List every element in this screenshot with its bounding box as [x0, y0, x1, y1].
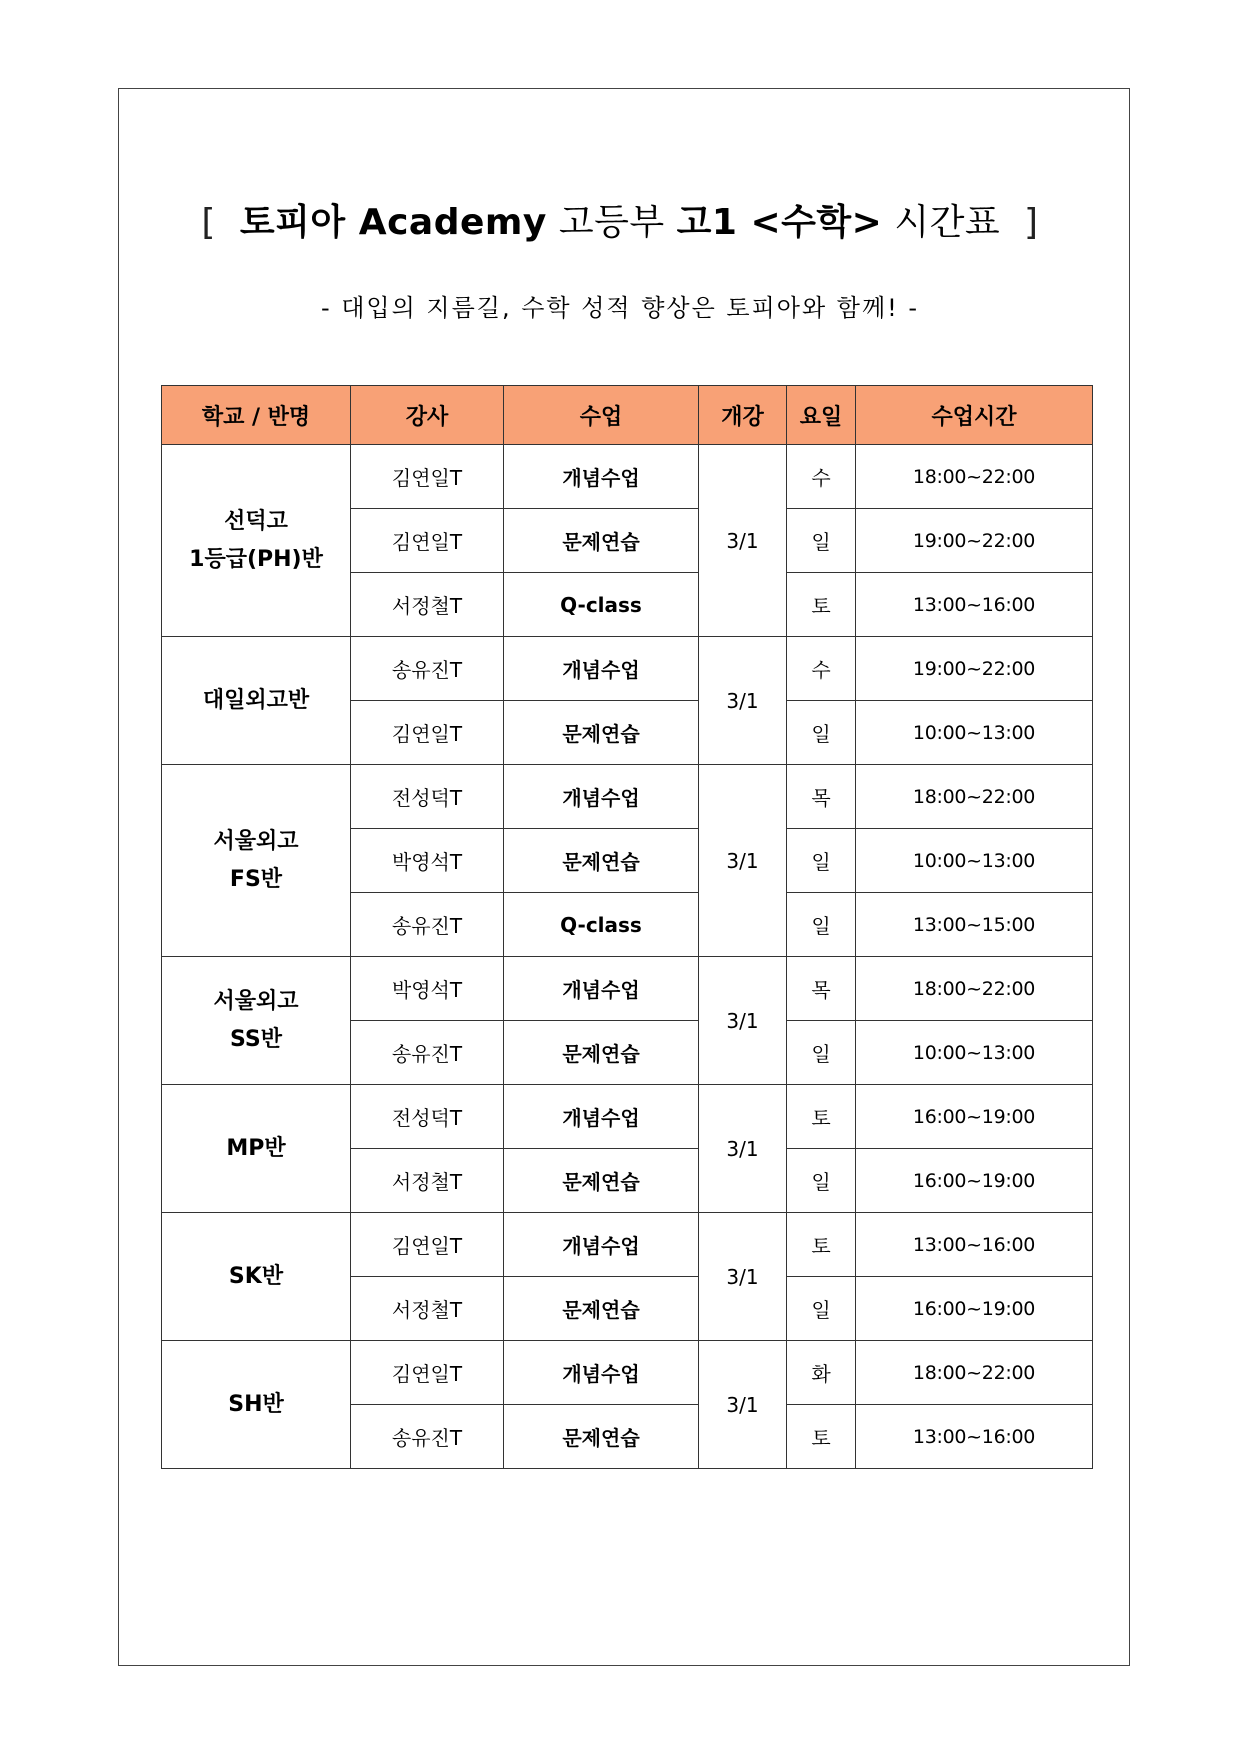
time-cell: 16:00~19:00 — [856, 1085, 1093, 1149]
subject-cell: 개념수업 — [504, 1213, 699, 1277]
teacher-cell: 박영석T — [351, 829, 504, 893]
subject-cell: 문제연습 — [504, 829, 699, 893]
start-date-cell: 3/1 — [699, 765, 787, 957]
start-date-cell: 3/1 — [699, 957, 787, 1085]
subject-cell: 문제연습 — [504, 1277, 699, 1341]
table-row — [162, 957, 1093, 1021]
teacher-cell: 서정철T — [351, 573, 504, 637]
time-cell: 19:00~22:00 — [856, 509, 1093, 573]
time-cell: 18:00~22:00 — [856, 1341, 1093, 1405]
school-class-cell — [162, 637, 351, 765]
teacher-cell: 김연일T — [351, 445, 504, 509]
school-class-line: 대일외고반 — [202, 687, 310, 713]
subject-cell: 문제연습 — [504, 1149, 699, 1213]
day-cell: 목 — [787, 957, 856, 1021]
schedule-body — [162, 445, 1093, 1469]
subject-cell: 개념수업 — [504, 1085, 699, 1149]
day-cell: 일 — [787, 829, 856, 893]
time-cell: 10:00~13:00 — [856, 1021, 1093, 1085]
subject-cell: Q-class — [504, 893, 699, 957]
start-date-cell: 3/1 — [699, 1341, 787, 1469]
column-header-teacher: 강사 — [351, 386, 504, 445]
school-class-line: 서울외고 — [213, 828, 299, 854]
day-cell: 토 — [787, 1405, 856, 1469]
table-row — [162, 1085, 1093, 1149]
teacher-cell: 송유진T — [351, 1405, 504, 1469]
title-division: 고등부 — [558, 202, 665, 243]
teacher-cell: 송유진T — [351, 1021, 504, 1085]
table-row — [162, 445, 1093, 509]
time-cell: 18:00~22:00 — [856, 957, 1093, 1021]
teacher-cell: 전성덕T — [351, 765, 504, 829]
teacher-cell: 김연일T — [351, 1341, 504, 1405]
school-class-line: FS반 — [229, 866, 283, 892]
teacher-cell: 김연일T — [351, 701, 504, 765]
column-header-time: 수업시간 — [856, 386, 1093, 445]
day-cell: 일 — [787, 1277, 856, 1341]
day-cell: 일 — [787, 1149, 856, 1213]
start-date-cell: 3/1 — [699, 445, 787, 637]
teacher-cell: 김연일T — [351, 509, 504, 573]
subject-cell: 개념수업 — [504, 637, 699, 701]
day-cell: 일 — [787, 509, 856, 573]
time-cell: 13:00~16:00 — [856, 1405, 1093, 1469]
school-class-line: 서울외고 — [213, 988, 299, 1014]
teacher-cell: 박영석T — [351, 957, 504, 1021]
school-class-cell — [162, 445, 351, 637]
subject-cell: 개념수업 — [504, 1341, 699, 1405]
schedule-table — [161, 385, 1093, 1469]
time-cell: 18:00~22:00 — [856, 445, 1093, 509]
title-bracket-open: [ — [201, 202, 216, 243]
school-class-line: MP반 — [226, 1135, 286, 1161]
time-cell: 10:00~13:00 — [856, 829, 1093, 893]
day-cell: 일 — [787, 893, 856, 957]
teacher-cell: 전성덕T — [351, 1085, 504, 1149]
school-class-cell — [162, 957, 351, 1085]
teacher-cell: 송유진T — [351, 893, 504, 957]
day-cell: 수 — [787, 445, 856, 509]
title-grade-subject: 고1 <수학> — [676, 202, 883, 243]
subject-cell: 개념수업 — [504, 957, 699, 1021]
school-class-line: 선덕고 — [224, 508, 288, 534]
title-brand: 토피아 Academy — [239, 202, 547, 243]
subject-cell: Q-class — [504, 573, 699, 637]
column-header-day: 요일 — [787, 386, 856, 445]
school-class-line: 1등급(PH)반 — [189, 546, 323, 572]
time-cell: 16:00~19:00 — [856, 1277, 1093, 1341]
teacher-cell: 서정철T — [351, 1277, 504, 1341]
time-cell: 13:00~16:00 — [856, 573, 1093, 637]
day-cell: 화 — [787, 1341, 856, 1405]
subject-cell: 문제연습 — [504, 1021, 699, 1085]
time-cell: 18:00~22:00 — [856, 765, 1093, 829]
subtitle: - 대입의 지름길, 수학 성적 향상은 토피아와 함께! - — [320, 294, 920, 322]
subject-cell: 문제연습 — [504, 701, 699, 765]
subject-cell: 개념수업 — [504, 765, 699, 829]
day-cell: 일 — [787, 701, 856, 765]
page-title — [0, 196, 1240, 250]
time-cell: 13:00~16:00 — [856, 1213, 1093, 1277]
column-header-school: 학교 / 반명 — [162, 386, 351, 445]
subject-cell: 개념수업 — [504, 445, 699, 509]
time-cell: 10:00~13:00 — [856, 701, 1093, 765]
teacher-cell: 서정철T — [351, 1149, 504, 1213]
time-cell: 13:00~15:00 — [856, 893, 1093, 957]
day-cell: 토 — [787, 1085, 856, 1149]
start-date-cell: 3/1 — [699, 637, 787, 765]
school-class-cell — [162, 1213, 351, 1341]
subject-cell: 문제연습 — [504, 509, 699, 573]
day-cell: 수 — [787, 637, 856, 701]
time-cell: 19:00~22:00 — [856, 637, 1093, 701]
table-row — [162, 1341, 1093, 1405]
school-class-line: SK반 — [228, 1263, 284, 1289]
time-cell: 16:00~19:00 — [856, 1149, 1093, 1213]
subject-cell: 문제연습 — [504, 1405, 699, 1469]
teacher-cell: 김연일T — [351, 1213, 504, 1277]
school-class-cell — [162, 1341, 351, 1469]
school-class-cell — [162, 765, 351, 957]
school-class-cell — [162, 1085, 351, 1213]
day-cell: 일 — [787, 1021, 856, 1085]
teacher-cell: 송유진T — [351, 637, 504, 701]
column-header-start: 개강 — [699, 386, 787, 445]
column-header-subject: 수업 — [504, 386, 699, 445]
table-row — [162, 1213, 1093, 1277]
title-suffix: 시간표 — [894, 202, 1001, 243]
start-date-cell: 3/1 — [699, 1213, 787, 1341]
table-header-row — [162, 386, 1093, 445]
title-bracket-close: ] — [1024, 202, 1039, 243]
day-cell: 목 — [787, 765, 856, 829]
day-cell: 토 — [787, 1213, 856, 1277]
school-class-line: SS반 — [230, 1026, 282, 1052]
day-cell: 토 — [787, 573, 856, 637]
table-row — [162, 637, 1093, 701]
school-class-line: SH반 — [228, 1391, 284, 1417]
start-date-cell: 3/1 — [699, 1085, 787, 1213]
table-row — [162, 765, 1093, 829]
